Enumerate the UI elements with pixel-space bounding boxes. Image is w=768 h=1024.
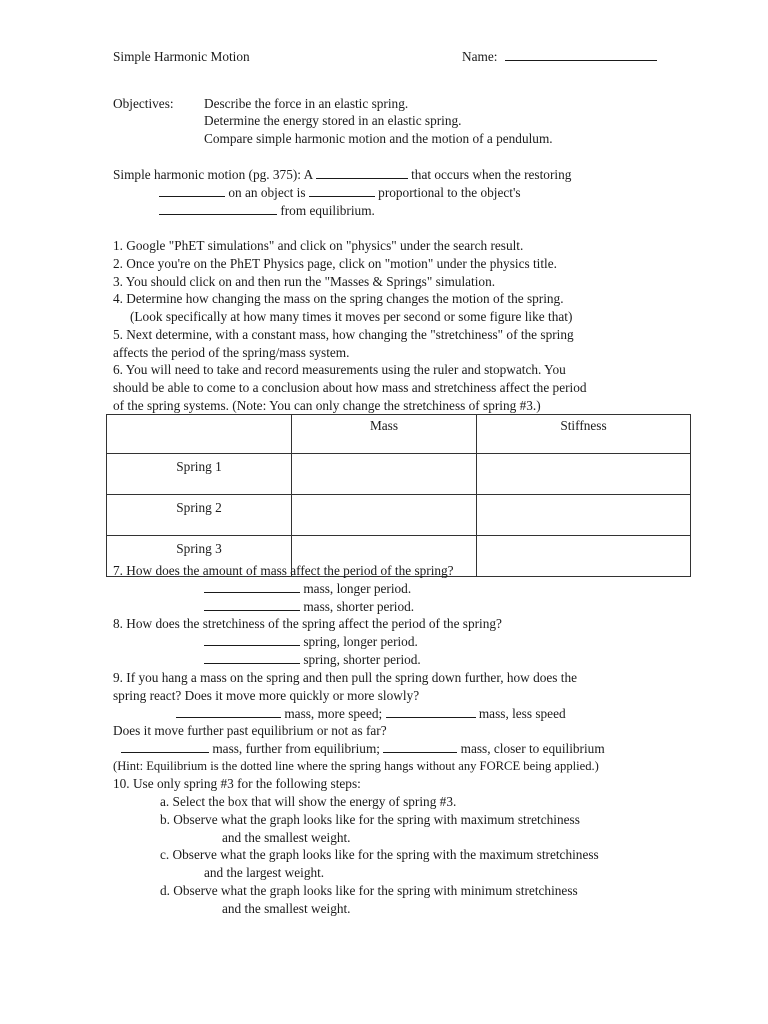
answer-blank[interactable] <box>176 705 281 718</box>
answer-text: spring, longer period. <box>303 634 418 649</box>
step-line: 3. You should click on and then run the "Masses & Springs" simulation. <box>113 274 496 289</box>
definition-line-3 <box>159 202 375 219</box>
definition-text: from equilibrium. <box>280 203 375 218</box>
step-10b: b. Observe what the graph looks like for the spring with maximum stretchiness <box>160 812 580 827</box>
answer-blank[interactable] <box>386 705 476 718</box>
table-cell-stiffness[interactable] <box>477 536 691 577</box>
answer-blank[interactable] <box>121 740 209 753</box>
objective-item: Describe the force in an elastic spring. <box>204 96 409 111</box>
answer-text: mass, more speed; <box>284 706 383 721</box>
answer-line <box>204 651 421 668</box>
table-row-label: Spring 2 <box>107 495 292 536</box>
question-7: 7. How does the amount of mass affect the period of the spring? <box>113 563 454 578</box>
step-line: 4. Determine how changing the mass on the spring changes the motion of the spring. <box>113 291 564 306</box>
answer-text: mass, less speed <box>478 706 566 721</box>
step-line: should be able to come to a conclusion about how mass and stretchiness affect the period <box>113 380 587 395</box>
answer-blank[interactable] <box>204 580 300 593</box>
table-header-cell: Mass <box>292 415 477 454</box>
step-line: 1. Google "PhET simulations" and click on "physics" under the search result. <box>113 238 524 253</box>
table-row-label: Spring 1 <box>107 454 292 495</box>
definition-text: on an object is <box>228 185 306 200</box>
measurement-table <box>106 414 691 577</box>
table-cell-mass[interactable] <box>292 495 477 536</box>
objective-item: Determine the energy stored in an elastic spring. <box>204 113 462 128</box>
definition-line-1 <box>113 166 571 183</box>
definition-blank[interactable] <box>309 184 375 197</box>
hint-text: (Hint: Equilibrium is the dotted line where the spring hangs without any FORCE being applied.) <box>113 759 599 773</box>
table-cell-stiffness[interactable] <box>477 495 691 536</box>
step-10b-cont: and the smallest weight. <box>222 830 351 845</box>
objectives-label: Objectives: <box>113 96 174 111</box>
definition-line-2 <box>159 184 521 201</box>
table-header-cell: Stiffness <box>477 415 691 454</box>
table-header-row <box>107 415 691 454</box>
step-line: 2. Once you're on the PhET Physics page, click on "motion" under the physics title. <box>113 256 557 271</box>
name-line <box>462 48 657 65</box>
definition-text: Simple harmonic motion (pg. 375): A <box>113 167 313 182</box>
objective-item: Compare simple harmonic motion and the motion of a pendulum. <box>204 131 553 146</box>
table-cell-stiffness[interactable] <box>477 454 691 495</box>
definition-blank[interactable] <box>159 202 277 215</box>
step-10a: a. Select the box that will show the energy of spring #3. <box>160 794 457 809</box>
definition-text: proportional to the object's <box>378 185 521 200</box>
step-line: 6. You will need to take and record measurements using the ruler and stopwatch. You <box>113 362 566 377</box>
answer-line <box>204 598 414 615</box>
name-label: Name: <box>462 49 498 64</box>
answer-line <box>176 705 566 722</box>
definition-text: that occurs when the restoring <box>411 167 572 182</box>
step-line: of the spring systems. (Note: You can only change the stretchiness of spring #3.) <box>113 398 541 413</box>
table-header-cell <box>107 415 292 454</box>
step-10c: c. Observe what the graph looks like for the spring with the maximum stretchiness <box>160 847 599 862</box>
table-row-label: Spring 3 <box>107 536 292 577</box>
page-title: Simple Harmonic Motion <box>113 49 250 64</box>
step-line: affects the period of the spring/mass system. <box>113 345 350 360</box>
answer-text: mass, closer to equilibrium <box>460 741 605 756</box>
answer-line <box>121 740 605 757</box>
answer-text: mass, longer period. <box>303 581 412 596</box>
question-10: 10. Use only spring #3 for the following steps: <box>113 776 361 791</box>
question-9: 9. If you hang a mass on the spring and then pull the spring down further, how does the <box>113 670 578 685</box>
answer-blank[interactable] <box>204 633 300 646</box>
step-line: 5. Next determine, with a constant mass, how changing the "stretchiness" of the spring <box>113 327 574 342</box>
name-blank[interactable] <box>505 48 657 61</box>
table-row <box>107 454 691 495</box>
step-10d-cont: and the smallest weight. <box>222 901 351 916</box>
step-10c-cont: and the largest weight. <box>204 865 325 880</box>
definition-blank[interactable] <box>316 166 408 179</box>
answer-line <box>204 580 411 597</box>
answer-blank[interactable] <box>204 651 300 664</box>
answer-blank[interactable] <box>383 740 457 753</box>
table-cell-mass[interactable] <box>292 454 477 495</box>
answer-text: mass, further from equilibrium; <box>212 741 380 756</box>
table-row <box>107 495 691 536</box>
question-9-cont: spring react? Does it move more quickly or more slowly? <box>113 688 420 703</box>
question-8: 8. How does the stretchiness of the spring affect the period of the spring? <box>113 616 502 631</box>
answer-text: spring, shorter period. <box>303 652 421 667</box>
step-10d: d. Observe what the graph looks like for the spring with minimum stretchiness <box>160 883 578 898</box>
definition-blank[interactable] <box>159 184 225 197</box>
question-9-sub: Does it move further past equilibrium or not as far? <box>113 723 387 738</box>
answer-line <box>204 633 418 650</box>
answer-blank[interactable] <box>204 598 300 611</box>
answer-text: mass, shorter period. <box>303 599 415 614</box>
step-line: (Look specifically at how many times it moves per second or some figure like that) <box>130 309 573 324</box>
